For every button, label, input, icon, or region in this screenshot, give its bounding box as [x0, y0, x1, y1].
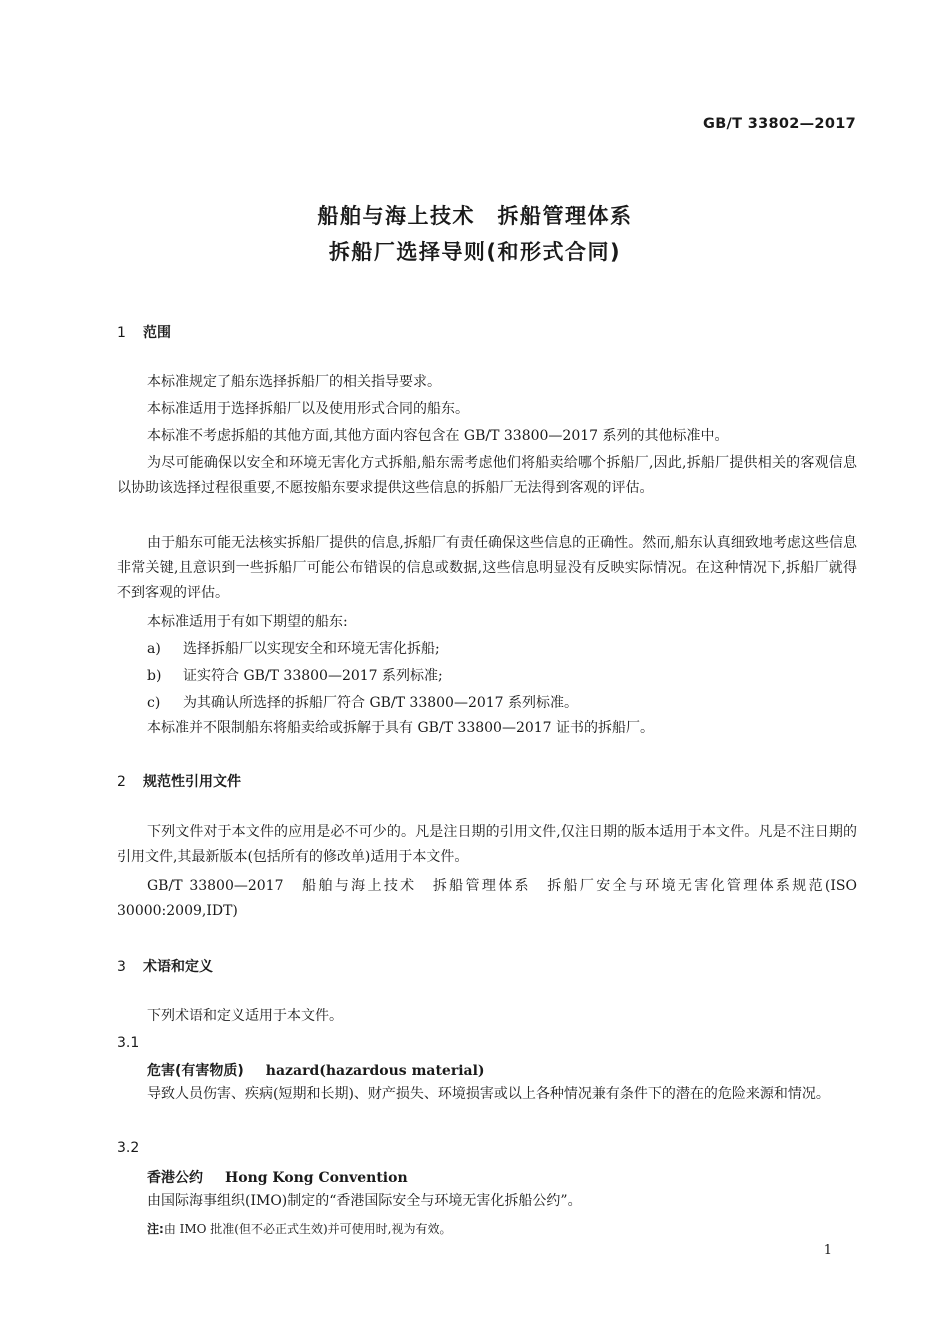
note-text: 由 IMO 批准(但不必正式生效)并可使用时,视为有效。	[163, 1222, 452, 1236]
term-chinese: 香港公约	[147, 1170, 203, 1186]
section-1-heading	[117, 322, 171, 342]
scope-closing: 本标准并不限制船东将船卖给或拆解于具有 GB/T 33800—2017 证书的拆船厂。	[147, 720, 655, 736]
term-note	[147, 1220, 452, 1237]
list-item	[147, 664, 443, 689]
scope-paragraph-2: 由于船东可能无法核实拆船厂提供的信息,拆船厂有责任确保这些信息的正确性。然而,船东认真细致地考虑这些信息非常关键,且意识到一些拆船厂可能公布错误的信息或数据,这些信息明显没有反映实际情况。在这种情况下,拆船厂就得不到客观的评估。	[117, 535, 857, 601]
section-2-heading	[117, 771, 241, 791]
term-number: 3.1	[117, 1035, 140, 1051]
document-title-line-1: 船舶与海上技术 拆船管理体系	[317, 204, 633, 228]
list-item	[147, 691, 578, 716]
term-number: 3.2	[117, 1140, 140, 1156]
term-chinese: 危害(有害物质)	[147, 1063, 244, 1079]
section-title: 范围	[143, 325, 171, 341]
references-paragraph: 下列文件对于本文件的应用是必不可少的。凡是注日期的引用文件,仅注日期的版本适用于本文件。凡是不注日期的引用文件,其最新版本(包括所有的修改单)适用于本文件。	[117, 824, 857, 865]
list-text: 选择拆船厂以实现安全和环境无害化拆船;	[183, 641, 440, 657]
scope-line-3: 本标准不考虑拆船的其他方面,其他方面内容包含在 GB/T 33800—2017 系列的其他标准中。	[147, 428, 729, 444]
list-marker: a)	[147, 641, 161, 657]
list-marker: c)	[147, 695, 161, 711]
term-definition: 导致人员伤害、疾病(短期和长期)、财产损失、环境损害或以上各种情况兼有条件下的潜在的危险来源和情况。	[147, 1086, 830, 1102]
section-title: 规范性引用文件	[143, 774, 241, 790]
standard-code: GB/T 33802—2017	[703, 116, 856, 132]
scope-list-intro: 本标准适用于有如下期望的船东:	[147, 614, 348, 630]
section-number: 3	[117, 959, 126, 975]
list-marker: b)	[147, 668, 162, 684]
term-heading	[147, 1060, 485, 1080]
section-title: 术语和定义	[143, 959, 213, 975]
note-label: 注:	[147, 1222, 164, 1236]
list-item	[147, 637, 440, 662]
document-title-line-2: 拆船厂选择导则(和形式合同)	[328, 240, 622, 264]
section-number: 2	[117, 774, 126, 790]
section-3-heading	[117, 956, 213, 976]
list-text: 为其确认所选择的拆船厂符合 GB/T 33800—2017 系列标准。	[183, 695, 579, 711]
list-text: 证实符合 GB/T 33800—2017 系列标准;	[183, 668, 443, 684]
terms-intro: 下列术语和定义适用于本文件。	[147, 1008, 343, 1024]
page-number: 1	[823, 1243, 832, 1258]
reference-entry: GB/T 33800—2017 船舶与海上技术 拆船管理体系 拆船厂安全与环境无害化管理体系规范(ISO 30000:2009,IDT)	[117, 878, 857, 919]
term-english: hazard(hazardous material)	[265, 1063, 485, 1079]
term-english: Hong Kong Convention	[225, 1170, 408, 1186]
section-number: 1	[117, 325, 126, 341]
scope-paragraph-1: 为尽可能确保以安全和环境无害化方式拆船,船东需考虑他们将船卖给哪个拆船厂,因此,拆船厂提供相关的客观信息以协助该选择过程很重要,不愿按船东要求提供这些信息的拆船厂无法得到客观的评估。	[117, 455, 857, 496]
term-definition: 由国际海事组织(IMO)制定的“香港国际安全与环境无害化拆船公约”。	[147, 1193, 582, 1209]
scope-line-1: 本标准规定了船东选择拆船厂的相关指导要求。	[147, 374, 441, 390]
scope-line-2: 本标准适用于选择拆船厂以及使用形式合同的船东。	[147, 401, 469, 417]
term-heading	[147, 1167, 408, 1187]
